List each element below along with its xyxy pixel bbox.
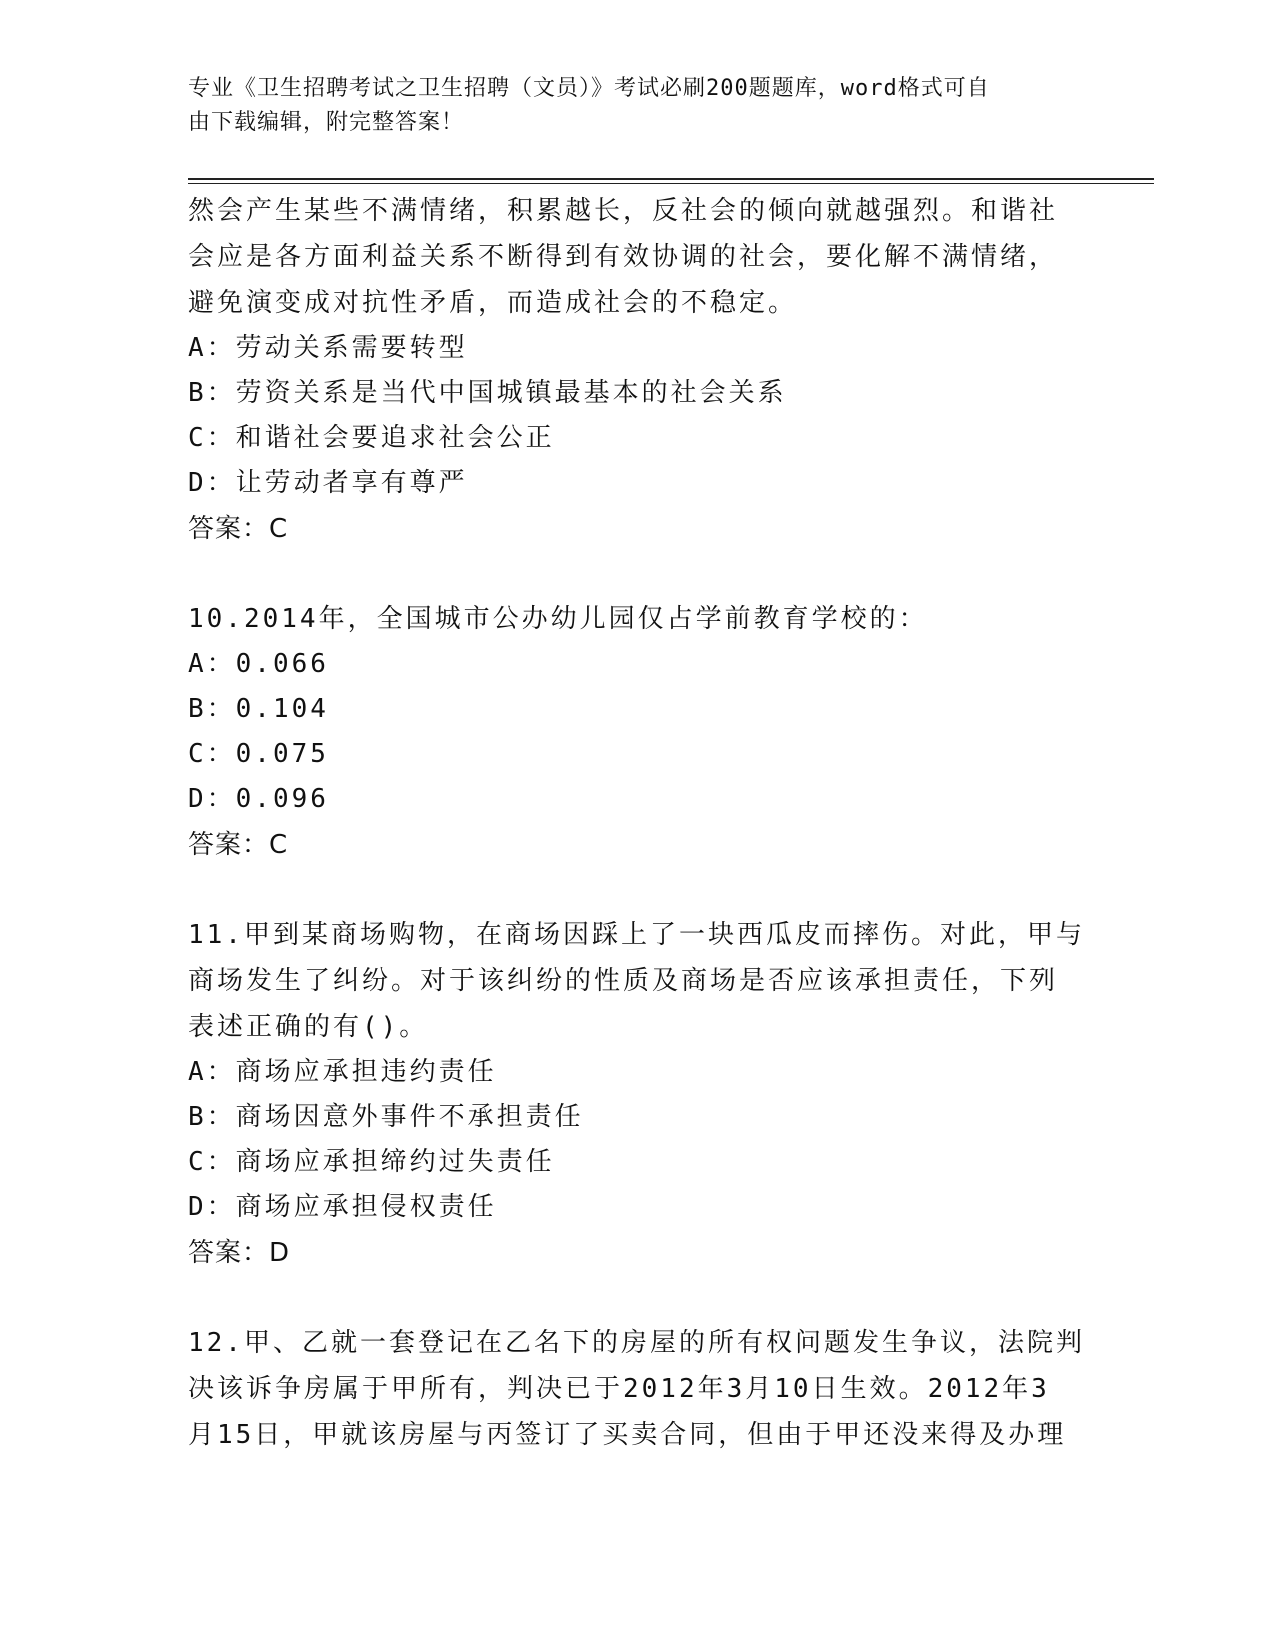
question-text-line: 12.甲、乙就一套登记在乙名下的房屋的所有权问题发生争议，法院判 (188, 1328, 1085, 1358)
question-text-line: 决该诉争房属于甲所有，判决已于2012年3月10日生效。2012年3 (188, 1374, 1050, 1404)
option-b: B：商场因意外事件不承担责任 (188, 1102, 584, 1132)
option-d: D：让劳动者享有尊严 (188, 468, 468, 498)
option-d: D：0.096 (188, 784, 329, 814)
option-a: A：商场应承担违约责任 (188, 1057, 497, 1087)
answer-line: 答案：C (188, 830, 289, 860)
question-text-line: 会应是各方面利益关系不断得到有效协调的社会，要化解不满情绪， (188, 242, 1059, 272)
answer-line: 答案：D (188, 1238, 291, 1268)
question-9 (188, 188, 1088, 552)
answer-line: 答案：C (188, 514, 289, 544)
question-text-line: 11.甲到某商场购物，在商场因踩上了一块西瓜皮而摔伤。对此，甲与 (188, 920, 1085, 950)
option-b: B：劳资关系是当代中国城镇最基本的社会关系 (188, 378, 787, 408)
spacer (188, 552, 1088, 596)
option-b: B：0.104 (188, 694, 329, 724)
question-12 (188, 1320, 1088, 1458)
option-d: D：商场应承担侵权责任 (188, 1192, 497, 1222)
option-c: C：0.075 (188, 739, 329, 769)
spacer (188, 868, 1088, 912)
header-divider-thick (188, 178, 1154, 180)
header-line-2: 由下载编辑，附完整答案！ (188, 110, 465, 135)
question-text-line: 月15日，甲就该房屋与丙签订了买卖合同，但由于甲还没来得及办理 (188, 1420, 1067, 1450)
header-divider-thin (188, 183, 1154, 184)
document-header (188, 72, 1068, 140)
question-text-line: 表述正确的有()。 (188, 1012, 429, 1042)
option-c: C：商场应承担缔约过失责任 (188, 1147, 555, 1177)
spacer (188, 1276, 1088, 1320)
question-10 (188, 596, 1088, 868)
option-a: A：0.066 (188, 649, 329, 679)
question-11 (188, 912, 1088, 1276)
header-line-1: 专业《卫生招聘考试之卫生招聘（文员）》考试必刷200题题库，word格式可自 (188, 76, 990, 101)
option-a: A：劳动关系需要转型 (188, 333, 468, 363)
question-text-line: 避免演变成对抗性矛盾，而造成社会的不稳定。 (188, 288, 798, 318)
question-text-line: 商场发生了纠纷。对于该纠纷的性质及商场是否应该承担责任，下列 (188, 966, 1059, 996)
question-text-line: 然会产生某些不满情绪，积累越长，反社会的倾向就越强烈。和谐社 (188, 196, 1059, 226)
question-text-line: 10.2014年，全国城市公办幼儿园仅占学前教育学校的： (188, 604, 928, 634)
option-c: C：和谐社会要追求社会公正 (188, 423, 555, 453)
document-body (188, 188, 1088, 1458)
